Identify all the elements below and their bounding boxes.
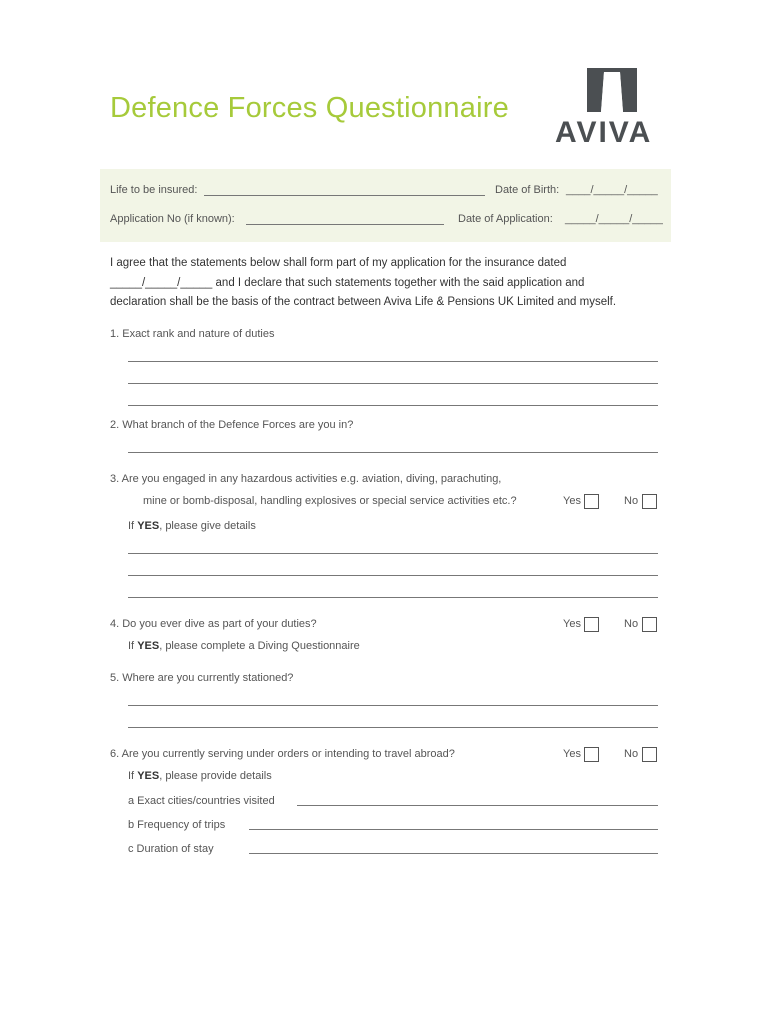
dob-label: Date of Birth: [495,184,560,196]
q1-answer-line-2[interactable] [128,383,658,384]
declaration-date-field[interactable]: _____/_____/_____ [110,277,213,289]
q3-yes-checkbox[interactable] [584,494,599,509]
q6a-answer-line[interactable] [297,805,658,806]
q2-answer-line[interactable] [128,452,658,453]
dob-field[interactable]: ____/_____/_____ [566,184,658,196]
q4-no-label: No [624,618,639,630]
q5-answer-line-1[interactable] [128,705,658,706]
application-no-label: Application No (if known): [110,213,235,225]
q3-answer-line-2[interactable] [128,575,658,576]
q6c-answer-line[interactable] [249,853,658,854]
declaration-line-2 [110,277,584,289]
applicant-details-panel [100,169,671,242]
q6-yes-checkbox[interactable] [584,747,599,762]
q6b-answer-line[interactable] [249,829,658,830]
q6a-label: a Exact cities/countries visited [128,795,275,807]
q3-if-yes-text: If YES, please give details [128,520,256,532]
q3-answer-line-3[interactable] [128,597,658,598]
life-insured-field[interactable] [204,195,485,196]
q3-yes-label: Yes [563,495,581,507]
question-5: 5. Where are you currently stationed? [110,672,294,684]
application-no-field[interactable] [246,224,444,225]
question-6: 6. Are you currently serving under orders or intending to travel abroad? [110,748,455,760]
page-title: Defence Forces Questionnaire [110,92,509,124]
q6c-label: c Duration of stay [128,843,214,855]
q4-yes-label: Yes [563,618,581,630]
question-3-line-1: 3. Are you engaged in any hazardous activities e.g. aviation, diving, parachuting, [110,473,502,485]
question-1: 1. Exact rank and nature of duties [110,328,275,340]
q4-if-yes-text: If YES, please complete a Diving Questionnaire [128,640,360,652]
q3-no-checkbox[interactable] [642,494,657,509]
q4-yes-checkbox[interactable] [584,617,599,632]
q6-if-yes-text: If YES, please provide details [128,770,272,782]
application-date-field[interactable]: _____/_____/_____ [565,213,663,225]
q1-answer-line-1[interactable] [128,361,658,362]
q3-no-label: No [624,495,639,507]
declaration-line-3: declaration shall be the basis of the contract between Aviva Life & Pensions UK Limited and myself. [110,296,617,308]
life-insured-label: Life to be insured: [110,184,198,196]
q6-no-label: No [624,748,639,760]
aviva-logo-text: AVIVA [555,116,653,149]
declaration-line-2-text: and I declare that such statements together with the said application and [215,277,585,289]
q1-answer-line-3[interactable] [128,405,658,406]
aviva-logo-icon [587,68,637,112]
declaration-line-1: I agree that the statements below shall form part of my application for the insurance dated [110,257,567,269]
question-2: 2. What branch of the Defence Forces are you in? [110,419,354,431]
q5-answer-line-2[interactable] [128,727,658,728]
question-3-line-2: mine or bomb-disposal, handling explosives or special service activities etc.? [143,495,517,507]
q3-answer-line-1[interactable] [128,553,658,554]
q6-no-checkbox[interactable] [642,747,657,762]
q4-no-checkbox[interactable] [642,617,657,632]
application-date-label: Date of Application: [458,213,553,225]
q6-yes-label: Yes [563,748,581,760]
q6b-label: b Frequency of trips [128,819,226,831]
question-4: 4. Do you ever dive as part of your duties? [110,618,317,630]
